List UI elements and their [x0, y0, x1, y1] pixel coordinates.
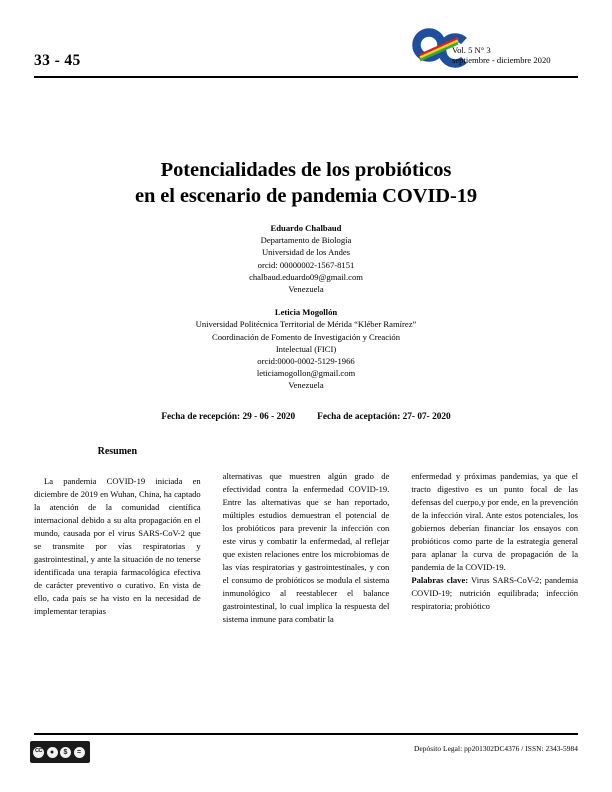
footer-divider — [34, 733, 578, 735]
author-block — [56, 222, 556, 403]
author-country: Venezuela — [288, 284, 324, 295]
author-entry-2 — [56, 306, 556, 391]
author-institution: Universidad de los Andes — [261, 247, 351, 258]
abstract-column-2 — [223, 444, 390, 626]
author-country: Venezuela — [288, 380, 324, 391]
author-orcid: orcid:0000-0002-5129-1966 — [257, 356, 355, 367]
publication-dates — [56, 412, 556, 422]
title-line-1: Potencialidades de los probióticos — [160, 159, 452, 181]
author-affiliation: Departamento de Biología — [260, 235, 352, 246]
author-name: Eduardo Chalbaud — [270, 223, 342, 233]
author-email: leticiamogollon@gmail.com — [256, 368, 356, 379]
cc-mark-icon: CC — [32, 746, 45, 759]
keywords-text: Virus SARS-CoV-2; pandemia COVID-19; nutrición equilibrada; infección respiratoria; probiótico — [411, 574, 579, 611]
column-spacer — [411, 444, 578, 470]
reception-date: Fecha de recepción: 29 - 06 - 2020 — [161, 412, 296, 422]
abstract-heading: Resumen — [97, 446, 138, 457]
abstract-text-part-2: alternativas que muestren algún grado de efectividad contra la enfermedad COVID-19. Entre las alternativas que se han reportado, múltiples estudios demuestran el potencial de los probióticos para prevenir la infección con este virus y combatir la enfermedad, al reflejar que existen relaciones entre los microbiomas de las vías respiratorias y gastrointestinales, y con el consumo de probióticos se modula el sistema inmunológico al reestablecer el balance gastrointestinal, lo cual implica la respuesta del sistema inmune para combatir la — [222, 471, 390, 624]
cc-nc-icon: $ — [59, 746, 72, 759]
cc-by-icon: ● — [46, 746, 59, 759]
author-email: chalbaud.eduardo09@gmail.com — [249, 271, 363, 282]
abstract-text-part-1: La pandemia COVID-19 iniciada en diciembre de 2019 en Wuhan, China, ha captado la atención de la comunidad científica internacional debido a su alta propagación en el mundo, causada por el virus SARS-CoV-2 que se transmite por vías respiratorias y gastrointestinal, y ante la situación de no tenerse identificada una terapia farmacológica efectiva de carácter preventivo o curativo. En vista de ello, cada país se ha visto en la necesidad de implementar terapias — [34, 476, 201, 617]
abstract-section — [34, 444, 578, 626]
page-header — [0, 14, 612, 72]
author-affiliation-cont: Intelectual (FICI) — [275, 343, 337, 354]
author-entry-1 — [56, 222, 556, 295]
abstract-column-1 — [34, 444, 201, 626]
header-divider — [34, 76, 578, 78]
author-affiliation: Coordinación de Fomento de Investigación y Creación — [211, 331, 401, 342]
deposito-legal-issn: Depósito Legal: pp201302DC4376 / ISSN: 2343-5984 — [414, 744, 578, 753]
creative-commons-license-icon[interactable] — [30, 741, 90, 763]
journal-volume: Vol. 5 N° 3 — [452, 45, 491, 55]
cc-nd-icon: = — [73, 746, 86, 759]
author-institution: Universidad Politécnica Territorial de Mérida “Kléber Ramírez” — [195, 319, 417, 330]
journal-issue-info — [452, 46, 551, 65]
page-title — [56, 158, 556, 210]
author-name: Leticia Mogollón — [274, 307, 338, 318]
abstract-text-part-3: enfermedad y próximas pandemias, ya que el tracto digestivo es un punto focal de las defensas del cuerpo,y por ende, en la prevención de la infección viral. Ante estos potenciales, los gobiernos deberían financiar los ensayos con probióticos como parte de la estrategia general para aplanar la curva de propagación de la pandemia de la COVID-19. — [411, 471, 579, 572]
acceptance-date: Fecha de aceptación: 27- 07- 2020 — [317, 412, 451, 422]
title-line-2: en el escenario de pandemia COVID-19 — [134, 184, 478, 207]
keywords-label: Palabras clave: — [411, 574, 469, 585]
journal-issue-period: septiembre - diciembre 2020 — [452, 54, 551, 65]
column-spacer — [223, 444, 390, 470]
page-range: 33 - 45 — [34, 52, 81, 69]
abstract-column-3 — [411, 444, 578, 626]
keywords-block — [411, 574, 578, 613]
author-orcid: orcid: 00000002-1567-8151 — [257, 259, 355, 270]
